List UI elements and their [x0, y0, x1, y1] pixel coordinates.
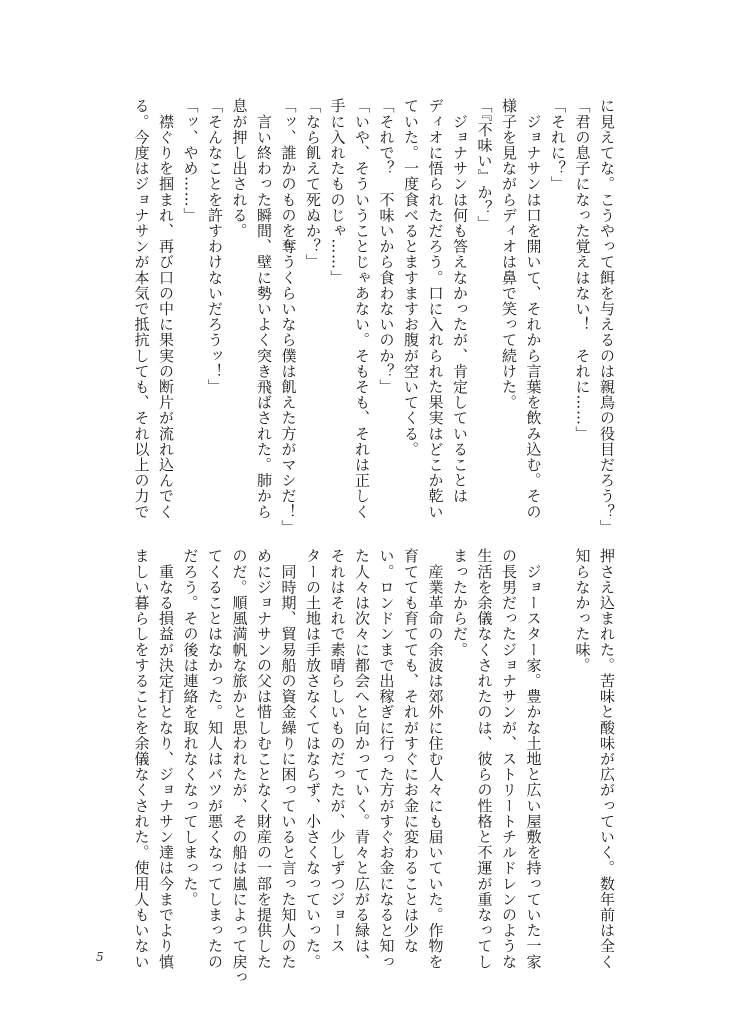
text-column: 生活を余儀なくされたのは、彼らの性格と不運が重なってし: [475, 548, 494, 970]
text-column: てくることはなかった。知人はバツが悪くなってしまったの: [206, 548, 224, 970]
text-column: 言い終わった瞬間、壁に勢いよく突き飛ばされた。肺から: [255, 98, 273, 520]
text-column: 「そんなことを許すわけないだろうッ！」: [206, 98, 224, 395]
text-column: ジョースター家。豊かな土地と広い屋敷を持っていた一家: [524, 548, 543, 970]
text-column: 「なら飢えて死ぬか？」: [304, 98, 322, 270]
text-column: それはそれで素晴らしいものだったが、少しずつジョース: [328, 548, 347, 954]
text-column: 様子を見ながらディオは鼻で笑って続けた。: [500, 98, 518, 410]
text-column: まったからだ。: [451, 548, 469, 658]
text-column: ターの土地は手放さなくてはならず、小さくなっていった。: [304, 548, 322, 970]
text-column: た人々は次々に都会へと向かっていく。青々と広がる緑は、: [353, 548, 371, 970]
text-column: い。ロンドンまで出稼ぎに行った方がすぐお金になると知っ: [377, 548, 396, 970]
text-column: 「ッ、誰かのものを奪うくらいなら僕は飢えた方がマシだ！」: [279, 98, 298, 535]
text-column: のだ。順風満帆な旅かと思われたが、その船は嵐によって戻っ: [230, 548, 249, 985]
text-column: 知らなかった味。: [573, 548, 592, 673]
text-column: だろう。その後は連絡を取れなくなってしまった。: [181, 548, 200, 907]
text-column: ディオに悟られただろう。口に入れられた果実はどこか乾い: [426, 98, 445, 520]
upper-text-block: [129, 98, 619, 535]
text-column: [546, 548, 571, 932]
text-column: に見えてな。こうやって餌を与えるのは親鳥の役目だろう？」: [598, 98, 616, 535]
text-column: 「それに？」: [549, 98, 567, 192]
text-column: ましい暮らしをすることを余儀なくされた。使用人もいない: [132, 548, 151, 970]
text-column: 「それで？ 不味いから食わないのか？」: [377, 98, 396, 395]
text-column: 「ッ、やめ……」: [181, 98, 200, 223]
text-column: 産業革命の余波は郊外に住む人々にも届いていた。作物を: [426, 548, 445, 970]
text-column: 「いや、そういうことじゃあない。そもそも、それは正しく: [353, 98, 371, 520]
text-column: ていた。一度食べるとますますお腹が空いてくる。: [402, 98, 420, 457]
text-column: ジョナサンは口を開いて、それから言葉を飲み込む。その: [524, 98, 543, 520]
text-column: る。今度はジョナサンが本気で抵抗しても、それ以上の力で: [132, 98, 151, 520]
text-column: 手に入れたものじゃ……」: [328, 98, 347, 286]
lower-text-block: [129, 548, 619, 985]
text-column: めにジョナサンの父は惜しむことなく財産の一部を提供した: [255, 548, 273, 970]
text-column: 「『不味い』か？」: [475, 98, 494, 231]
page-number: 5: [96, 950, 104, 964]
text-column: の長男だったジョナサンが、ストリートチルドレンのような: [500, 548, 518, 970]
text-column: 重なる損益が決定打となり、ジョナサン達は今までより慎: [157, 548, 175, 970]
text-column: 育てても育てても、それがすぐにお金に変わることは少な: [402, 548, 420, 954]
text-column: 同時期、貿易船の資金繰りに困っていると言った知人のた: [279, 548, 298, 970]
text-column: 押さえ込まれた。苦味と酸味が広がっていく。数年前は全く: [598, 548, 616, 970]
text-column: 襟ぐりを掴まれ、再び口の中に果実の断片が流れ込んでく: [157, 98, 175, 520]
text-column: 「君の息子になった覚えはない！ それに……」: [573, 98, 592, 442]
text-column: ジョナサンは何も答えなかったが、肯定していることは: [451, 98, 469, 504]
text-column: 息が押し出される。: [230, 98, 249, 239]
